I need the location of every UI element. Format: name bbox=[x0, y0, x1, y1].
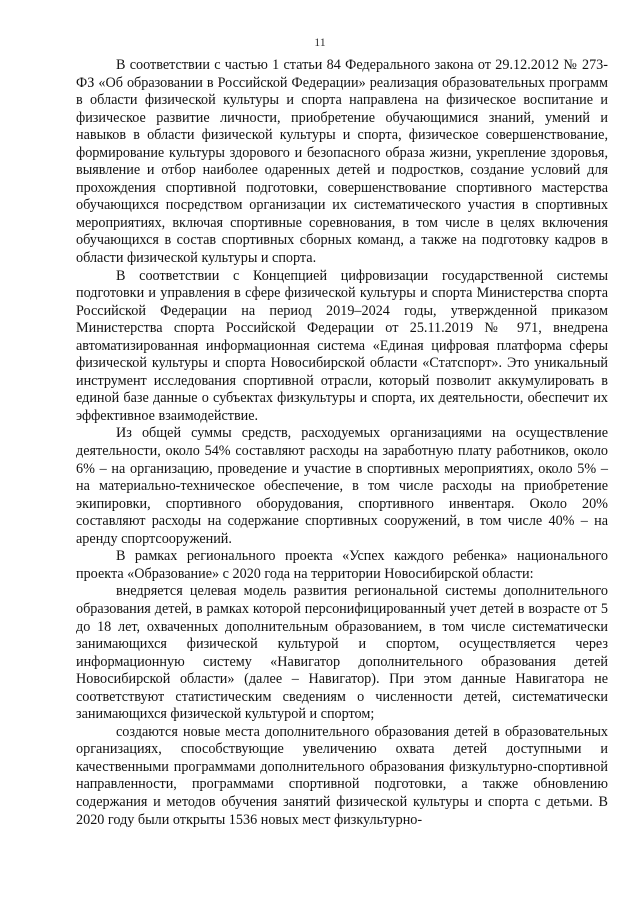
paragraph: В рамках регионального проекта «Успех каждого ребенка» национального проекта «Образование» с 2020 года на территории Новосибирской области: bbox=[76, 548, 608, 582]
paragraph: внедряется целевая модель развития региональной системы дополнительного образования детей, в рамках которой персонифицированный учет детей в возрасте от 5 до 18 лет, охваченных дополнительным образованием, в том числе систематически занимающихся физической культурой и спортом, осуществляется через информационную систему «Навигатор дополнительного образования детей Новосибирской области» (далее – Навигатор). При этом данные Навигатора не соответствуют статистическим сведениям о численности детей, систематически занимающихся физической культурой и спортом; bbox=[76, 583, 608, 723]
page-number: 11 bbox=[314, 35, 326, 49]
paragraph: В соответствии с Концепцией цифровизации государственной системы подготовки и управления в сфере физической культуры и спорта Министерства спорта Российской Федерации на период 2019–2024 годы, утвержденной приказом Министерства спорта Российской Федерации от 25.11.2019 № 971, внедрена автоматизированная информационная система «Единая цифровая платформа сферы физической культуры и спорта Новосибирской области «Статспорт». Это уникальный инструмент исследования спортивной отрасли, который позволит аккумулировать в единой базе данные о субъектах физкультуры и спорта, их деятельности, обеспечит их эффективное взаимодействие. bbox=[76, 267, 608, 424]
paragraph: создаются новые места дополнительного образования детей в образовательных организациях, способствующие увеличению охвата детей доступными и качественными программами дополнительного образования физкультурно-спортивной направленности, программами спортивной подготовки, а также обновлению содержания и методов обучения занятий физической культуры и спорта с детьми. В 2020 году были открыты 1536 новых мест физкультурно- bbox=[76, 723, 608, 828]
document-body bbox=[76, 57, 608, 829]
paragraph: Из общей суммы средств, расходуемых организациями на осуществление деятельности, около 54% составляют расходы на заработную плату работников, около 6% – на организацию, проведение и участие в спортивных мероприятиях, около 5% – на материально-техническое обеспечение, в том числе расходы на приобретение экипировки, спортивного оборудования, спортивного инвентаря. Около 20% составляют расходы на содержание спортивных сооружений, в том числе 40% – на аренду спортсооружений. bbox=[76, 425, 608, 547]
paragraph: В соответствии с частью 1 статьи 84 Федерального закона от 29.12.2012 № 273-ФЗ «Об образовании в Российской Федерации» реализация образовательных программ в области физической культуры и спорта направлена на физическое воспитание и физическое развитие личности, приобретение обучающимися знаний, умений и навыков в области физической культуры и спорта, физическое совершенствование, формирование культуры здорового и безопасного образа жизни, укрепление здоровья, выявление и отбор наиболее одаренных детей и подростков, создание условий для прохождения спортивной подготовки, совершенствование спортивного мастерства обучающихся посредством организации их систематического участия в спортивных мероприятиях, включая спортивные соревнования, в том числе в целях включения обучающихся в состав спортивных сборных команд, а также на подготовку кадров в области физической культуры и спорта. bbox=[76, 57, 608, 267]
